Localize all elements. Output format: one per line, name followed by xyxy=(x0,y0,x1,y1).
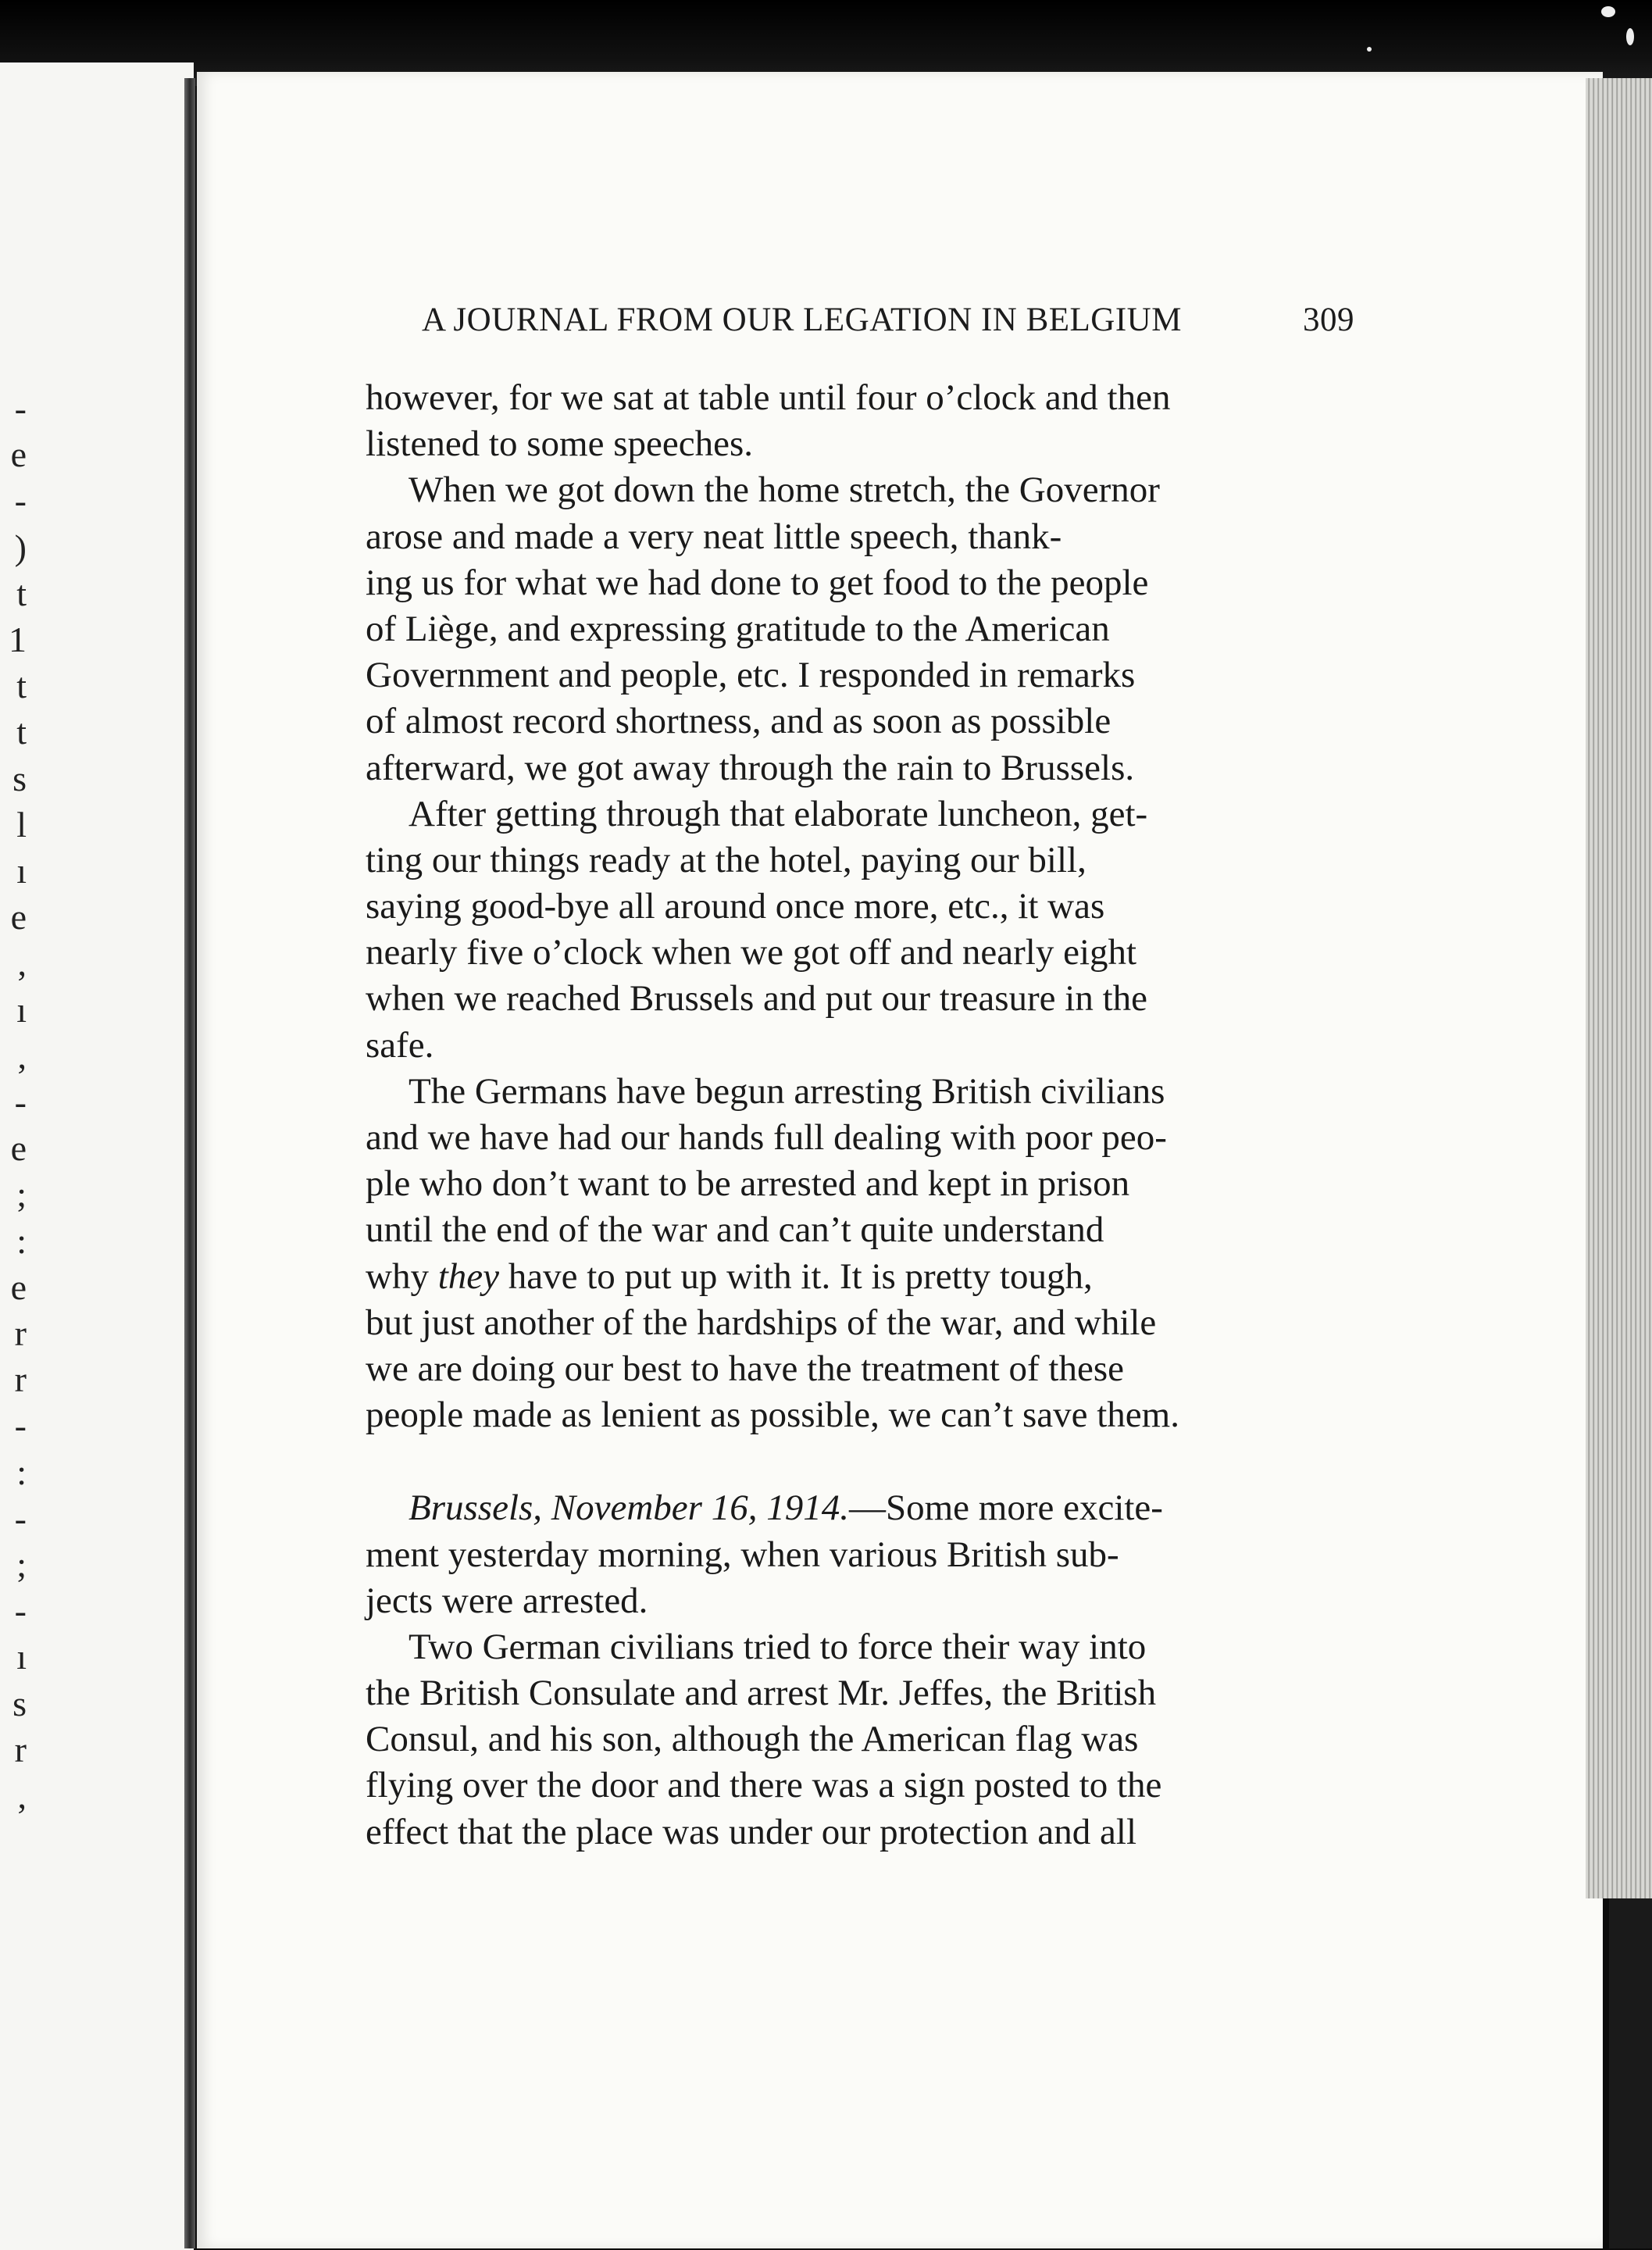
left-page-fragment: - xyxy=(14,388,27,428)
body-text xyxy=(366,375,1334,1855)
left-facing-page xyxy=(0,62,194,2250)
left-page-fragment: ; xyxy=(16,1545,27,1584)
left-page-fragment: , xyxy=(17,943,27,984)
left-page-fragment: - xyxy=(14,480,27,521)
text-line: listened to some speeches. xyxy=(366,423,753,465)
left-page-fragment: e xyxy=(10,1266,27,1307)
text-line: The Germans have begun arresting British civilians xyxy=(409,1070,1165,1112)
left-page-fragment: 1 xyxy=(9,620,27,659)
text-line: When we got down the home stretch, the Governor xyxy=(409,470,1160,511)
line-text: have to put up with it. It is pretty tough, xyxy=(498,1255,1093,1297)
scan-speck xyxy=(1601,6,1615,17)
text-line: of almost record shortness, and as soon as possible xyxy=(366,701,1111,742)
left-page-fragment: : xyxy=(16,1452,27,1492)
text-line: ment yesterday morning, when various British sub- xyxy=(366,1534,1119,1575)
text-line: flying over the door and there was a sign posted to the xyxy=(366,1765,1162,1806)
text-line: when we reached Brussels and put our treasure in the xyxy=(366,978,1148,1020)
text-line: jects were arrested. xyxy=(366,1580,648,1621)
text-line: safe. xyxy=(366,1024,434,1066)
text-line: the British Consulate and arrest Mr. Jeffes, the British xyxy=(366,1673,1157,1714)
scan-speck xyxy=(1626,28,1634,45)
text-line: Two German civilians tried to force their way into xyxy=(409,1626,1147,1667)
page-edges xyxy=(1586,78,1652,1898)
italic-text: they xyxy=(437,1255,499,1297)
left-page-fragment: ) xyxy=(14,527,27,567)
text-line: but just another of the hardships of the war, and while xyxy=(366,1302,1157,1343)
left-page-fragment: ı xyxy=(16,1637,27,1677)
left-page-fragment: - xyxy=(14,1498,27,1538)
text-line xyxy=(366,1485,1334,1531)
line-text: why xyxy=(366,1255,438,1297)
text-line: saying good-bye all around once more, etc., it was xyxy=(366,886,1105,927)
page-edges-shadow xyxy=(1609,1898,1652,2248)
left-page-fragment: e xyxy=(10,897,27,938)
scan-speck xyxy=(1367,47,1372,52)
page-number: 309 xyxy=(1303,302,1354,338)
left-page-fragment: e xyxy=(10,434,27,475)
left-page-fragment: - xyxy=(14,1082,27,1122)
left-page-fragment: t xyxy=(16,712,27,752)
text-line: ple who don’t want to be arrested and kept in prison xyxy=(366,1163,1130,1205)
left-page-fragment: - xyxy=(14,1591,27,1631)
left-page-text-fragments xyxy=(0,62,194,2250)
text-line: arose and made a very neat little speech, thank- xyxy=(366,516,1062,557)
left-page-fragment: - xyxy=(14,1405,27,1446)
text-line: of Liège, and expressing gratitude to the American xyxy=(366,608,1110,649)
left-page-fragment: r xyxy=(14,1729,27,1770)
book-gutter xyxy=(184,78,195,2248)
left-page-fragment: ; xyxy=(16,1174,27,1215)
left-page-fragment: l xyxy=(16,804,27,845)
left-page-fragment: ı xyxy=(16,851,27,891)
text-line: and we have had our hands full dealing with poor peo- xyxy=(366,1117,1167,1158)
text-line: afterward, we got away through the rain to Brussels. xyxy=(366,747,1135,788)
left-page-fragment: r xyxy=(14,1313,27,1353)
left-page-fragment: s xyxy=(12,758,27,798)
text-line: we are doing our best to have the treatment of these xyxy=(366,1348,1124,1389)
left-page-fragment: , xyxy=(17,1035,27,1076)
text-line: After getting through that elaborate luncheon, get- xyxy=(409,793,1148,834)
left-page-fragment: ı xyxy=(16,989,27,1030)
left-page-fragment: : xyxy=(16,1220,27,1261)
left-page-fragment: r xyxy=(14,1359,27,1400)
left-page-fragment: t xyxy=(16,666,27,706)
text-line xyxy=(366,1254,1334,1300)
left-page-fragment: , xyxy=(17,1776,27,1816)
text-line: effect that the place was under our protection and all xyxy=(366,1811,1137,1852)
left-page-fragment: e xyxy=(10,1128,27,1169)
text-line: ting our things ready at the hotel, paying our bill, xyxy=(366,839,1086,880)
text-line: however, for we sat at table until four o’clock and then xyxy=(366,377,1171,418)
line-text: —Some more excite- xyxy=(848,1488,1163,1529)
text-line: nearly five o’clock when we got off and nearly eight xyxy=(366,932,1137,973)
text-line: ing us for what we had done to get food to the people xyxy=(366,562,1149,603)
text-line: people made as lenient as possible, we can’t save them. xyxy=(366,1395,1179,1436)
text-line: Government and people, etc. I responded in remarks xyxy=(366,655,1136,696)
left-page-fragment: s xyxy=(12,1683,27,1723)
left-page-fragment: t xyxy=(16,573,27,613)
text-line: until the end of the war and can’t quite understand xyxy=(366,1209,1104,1251)
text-line: Consul, and his son, although the American flag was xyxy=(366,1719,1139,1760)
italic-text: Brussels, November 16, 1914. xyxy=(409,1488,849,1529)
running-title: A JOURNAL FROM OUR LEGATION IN BELGIUM xyxy=(422,302,1182,338)
